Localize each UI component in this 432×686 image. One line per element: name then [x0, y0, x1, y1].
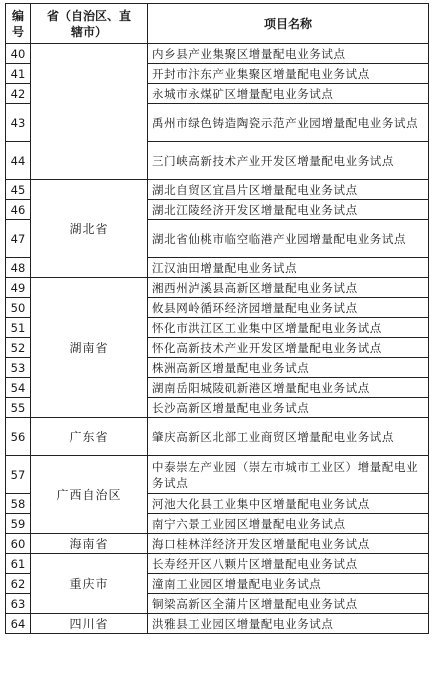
table-row [6, 278, 429, 298]
row-number: 52 [6, 338, 31, 358]
table-row [6, 456, 429, 494]
row-number: 54 [6, 378, 31, 398]
row-number: 43 [6, 104, 31, 142]
project-name: 三门峡高新技术产业开发区增量配电业务试点 [148, 142, 429, 180]
project-name: 肇庆高新区北部工业商贸区增量配电业务试点 [148, 418, 429, 456]
row-number: 44 [6, 142, 31, 180]
project-name: 江汉油田增量配电业务试点 [148, 258, 429, 278]
table-row [6, 180, 429, 200]
project-name: 长沙高新区增量配电业务试点 [148, 398, 429, 418]
pilot-project-table [5, 3, 429, 634]
row-number: 41 [6, 64, 31, 84]
project-name: 中泰崇左产业园（崇左市城市工业区）增量配电业务试点 [148, 456, 429, 494]
project-name: 湘西州泸溪县高新区增量配电业务试点 [148, 278, 429, 298]
province-cell [31, 44, 148, 180]
row-number: 64 [6, 614, 31, 634]
header-number-label: 编 号 [11, 8, 24, 39]
row-number: 56 [6, 418, 31, 456]
table-row [6, 418, 429, 456]
table-row [6, 554, 429, 574]
project-name: 铜梁高新区全蒲片区增量配电业务试点 [148, 594, 429, 614]
row-number: 55 [6, 398, 31, 418]
table-header-row [6, 4, 429, 44]
row-number: 62 [6, 574, 31, 594]
header-province [31, 4, 148, 44]
project-name: 开封市汴东产业集聚区增量配电业务试点 [148, 64, 429, 84]
header-number [6, 4, 31, 44]
row-number: 45 [6, 180, 31, 200]
header-project-name [148, 4, 429, 44]
project-name: 怀化高新技术产业开发区增量配电业务试点 [148, 338, 429, 358]
province-cell: 湖南省 [31, 278, 148, 418]
project-name: 河池大化县工业集中区增量配电业务试点 [148, 494, 429, 514]
row-number: 57 [6, 456, 31, 494]
row-number: 50 [6, 298, 31, 318]
project-name: 内乡县产业集聚区增量配电业务试点 [148, 44, 429, 64]
project-name: 长寿经开区八颗片区增量配电业务试点 [148, 554, 429, 574]
row-number: 63 [6, 594, 31, 614]
project-name: 南宁六景工业园区增量配电业务试点 [148, 514, 429, 534]
project-name: 潼南工业园区增量配电业务试点 [148, 574, 429, 594]
project-name: 永城市永煤矿区增量配电业务试点 [148, 84, 429, 104]
project-name: 禹州市绿色铸造陶瓷示范产业园增量配电业务试点 [148, 104, 429, 142]
table-row [6, 614, 429, 634]
table-body [6, 44, 429, 634]
province-cell: 广东省 [31, 418, 148, 456]
header-province-label: 省（自治区、直 辖市） [46, 8, 131, 39]
header-project-name-label: 项目名称 [263, 16, 312, 31]
project-name: 海口桂林洋经济开发区增量配电业务试点 [148, 534, 429, 554]
row-number: 61 [6, 554, 31, 574]
row-number: 58 [6, 494, 31, 514]
project-name: 湖北省仙桃市临空临港产业园增量配电业务试点 [148, 220, 429, 258]
project-name: 湖南岳阳城陵矶新港区增量配电业务试点 [148, 378, 429, 398]
row-number: 49 [6, 278, 31, 298]
province-cell: 重庆市 [31, 554, 148, 614]
project-name: 株洲高新区增量配电业务试点 [148, 358, 429, 378]
row-number: 40 [6, 44, 31, 64]
row-number: 51 [6, 318, 31, 338]
row-number: 48 [6, 258, 31, 278]
province-cell: 四川省 [31, 614, 148, 634]
row-number: 46 [6, 200, 31, 220]
project-name: 怀化市洪江区工业集中区增量配电业务试点 [148, 318, 429, 338]
province-cell: 海南省 [31, 534, 148, 554]
province-cell: 广西自治区 [31, 456, 148, 534]
project-name: 湖北自贸区宜昌片区增量配电业务试点 [148, 180, 429, 200]
project-name: 湖北江陵经济开发区增量配电业务试点 [148, 200, 429, 220]
project-name: 洪雅县工业园区增量配电业务试点 [148, 614, 429, 634]
row-number: 42 [6, 84, 31, 104]
row-number: 60 [6, 534, 31, 554]
project-name: 攸县网岭循环经济园增量配电业务试点 [148, 298, 429, 318]
table-row [6, 534, 429, 554]
row-number: 53 [6, 358, 31, 378]
row-number: 59 [6, 514, 31, 534]
province-cell: 湖北省 [31, 180, 148, 278]
row-number: 47 [6, 220, 31, 258]
table-row [6, 44, 429, 64]
